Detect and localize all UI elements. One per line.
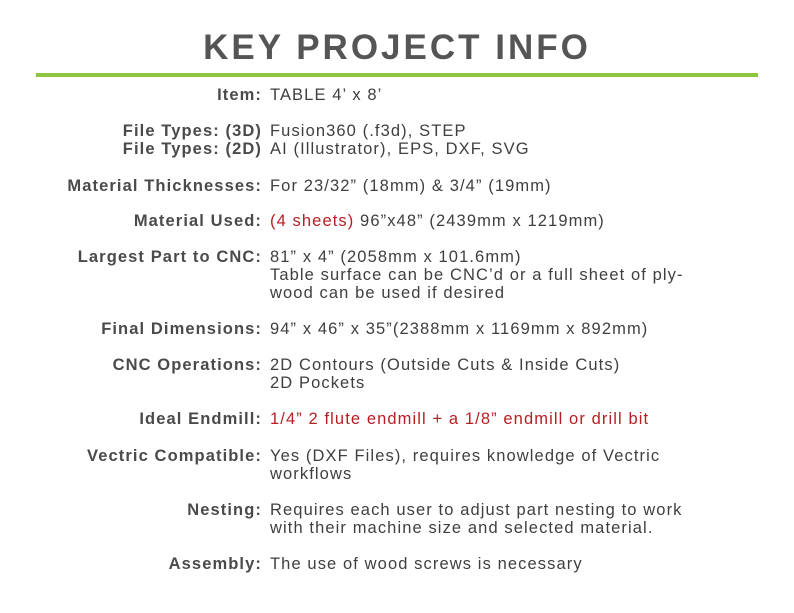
material-size-text: 96”x48” (2439mm x 1219mm) xyxy=(354,212,605,230)
file-types-2d-label: File Types: (2D) xyxy=(122,140,262,158)
largest-part-line: 81” x 4” (2058mm x 101.6mm) xyxy=(270,248,522,266)
final-dimensions-value: 94” x 46” x 35”(2388mm x 1169mm x 892mm) xyxy=(270,320,649,338)
vectric-compatible-line: Yes (DXF Files), requires knowledge of Vectric xyxy=(270,447,661,465)
nesting-line: with their machine size and selected material. xyxy=(270,519,654,537)
vectric-compatible-line: workflows xyxy=(270,465,353,483)
assembly-value: The use of wood screws is necessary xyxy=(270,555,583,573)
ideal-endmill-label: Ideal Endmill: xyxy=(139,410,262,428)
sheet-count-highlight: (4 sheets) xyxy=(270,212,355,230)
largest-part-label: Largest Part to CNC: xyxy=(77,248,262,266)
largest-part-value xyxy=(270,248,770,302)
file-types-2d-value: AI (Illustrator), EPS, DXF, SVG xyxy=(270,140,530,158)
nesting-value xyxy=(270,501,770,537)
file-types-3d-label: File Types: (3D) xyxy=(122,122,262,140)
nesting-label: Nesting: xyxy=(187,501,262,519)
final-dimensions-label: Final Dimensions: xyxy=(101,320,262,338)
cnc-operations-line: 2D Pockets xyxy=(270,374,366,392)
nesting-line: Requires each user to adjust part nesting to work xyxy=(270,501,683,519)
item-label: Item: xyxy=(217,86,262,104)
cnc-operations-label: CNC Operations: xyxy=(112,356,262,374)
cnc-operations-value xyxy=(270,356,770,392)
title-divider xyxy=(36,73,758,77)
material-thicknesses-label: Material Thicknesses: xyxy=(67,177,262,195)
assembly-label: Assembly: xyxy=(168,555,262,573)
vectric-compatible-label: Vectric Compatible: xyxy=(87,447,262,465)
file-types-3d-value: Fusion360 (.f3d), STEP xyxy=(270,122,467,140)
largest-part-line: wood can be used if desired xyxy=(270,284,506,302)
item-value: TABLE 4’ x 8’ xyxy=(270,86,383,104)
material-used-label: Material Used: xyxy=(133,212,262,230)
ideal-endmill-value: 1/4” 2 flute endmill + a 1/8” endmill or drill bit xyxy=(270,410,650,428)
vectric-compatible-value xyxy=(270,447,770,483)
cnc-operations-line: 2D Contours (Outside Cuts & Inside Cuts) xyxy=(270,356,621,374)
largest-part-line: Table surface can be CNC’d or a full sheet of ply- xyxy=(270,266,684,284)
material-used-value xyxy=(270,212,770,230)
material-thicknesses-value: For 23/32” (18mm) & 3/4” (19mm) xyxy=(270,177,552,195)
page-title: KEY PROJECT INFO xyxy=(203,28,591,67)
